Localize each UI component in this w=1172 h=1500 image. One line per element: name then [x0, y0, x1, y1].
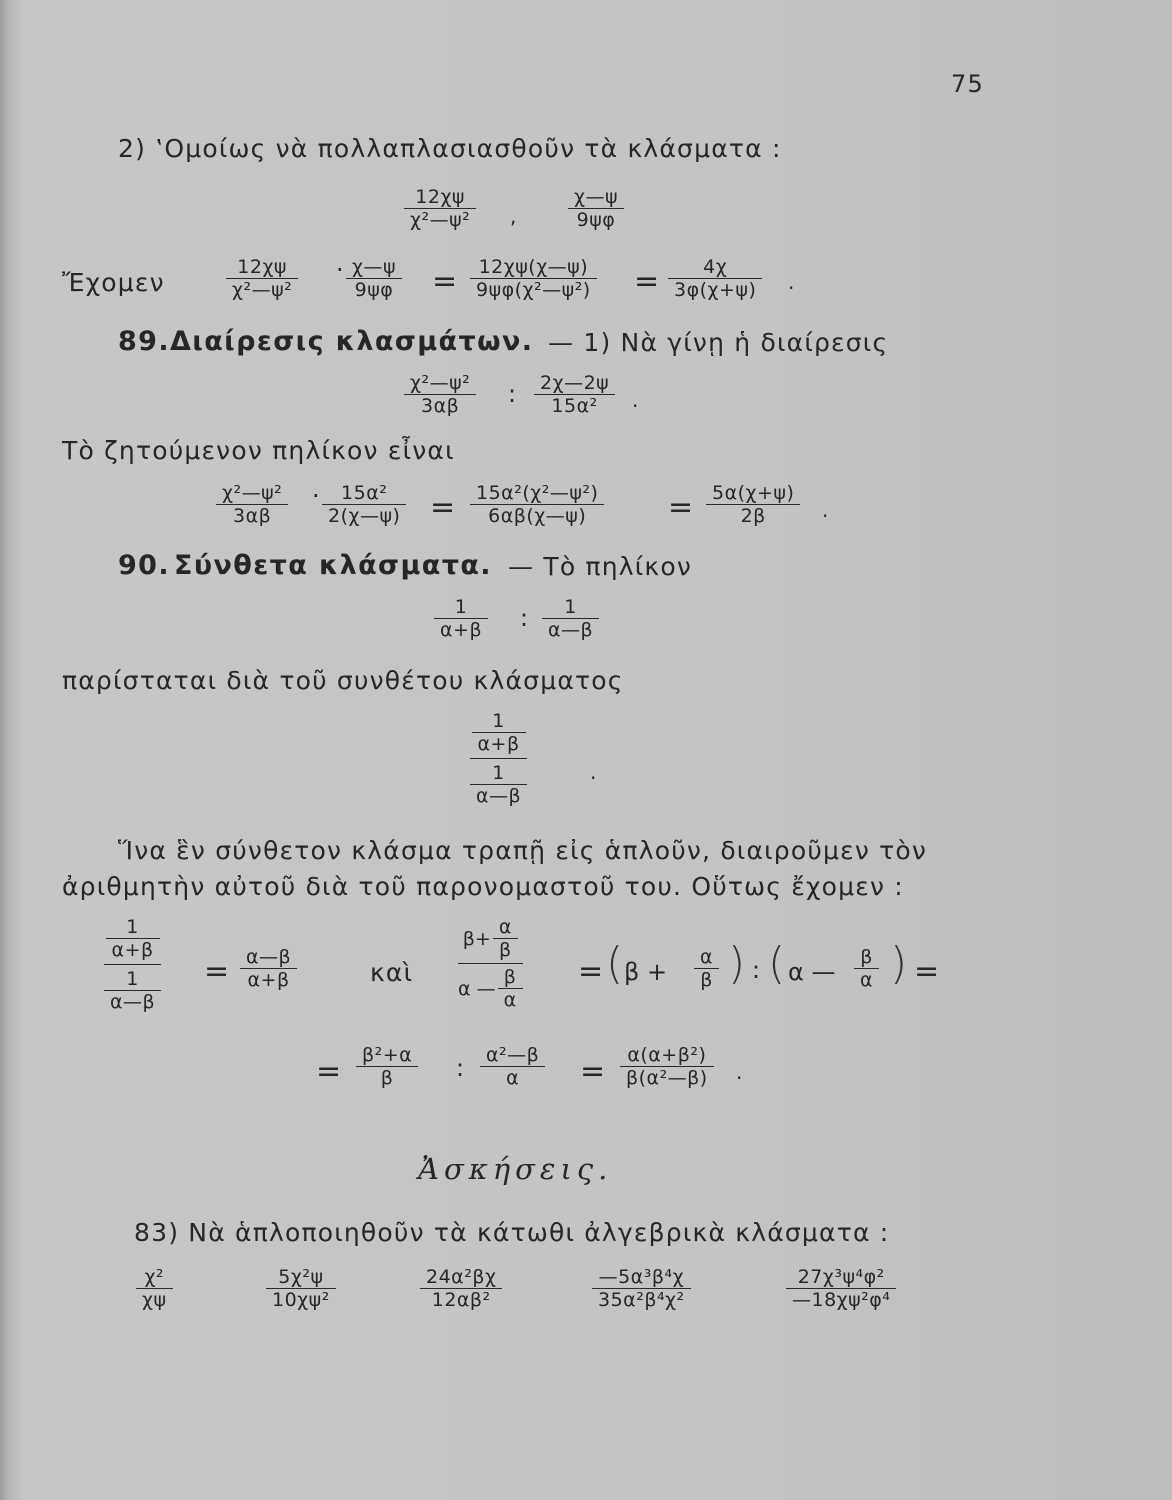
exercise-fraction-5: 27χ³ψ⁴φ² —18χψ²φ⁴	[786, 1266, 896, 1311]
example-simple-fraction: α—β α+β	[240, 946, 297, 991]
right-paren: )	[728, 938, 746, 989]
paragraph-line-1: Ἵνα ἓν σύνθετον κλάσμα τραπῇ εἰς ἁπλοῦν, διαιροῦμεν τὸν	[118, 836, 928, 865]
kai-word: καὶ	[370, 958, 414, 987]
left-paren: (	[768, 938, 786, 989]
example-compound-fraction: $\frac{1}{\alpha+\beta}$ $\frac{1}{\alpha—\beta}$	[104, 916, 161, 1013]
quotient-fraction-b: 1 α—β	[542, 596, 599, 641]
end-period: .	[632, 388, 639, 412]
page-number: 75	[951, 70, 984, 98]
item-2-text: 2) ‛Ομοίως νὰ πολλαπλασιασθοῦν τὰ κλάσματα :	[118, 134, 782, 163]
division-colon: :	[456, 1054, 465, 1082]
product-fraction-2: χ—ψ 9ψφ	[346, 256, 402, 301]
section-89-text: — 1) Νὰ γίνῃ ἡ διαίρεσις	[548, 328, 889, 357]
quotient-fraction-4: 5α(χ+ψ) 2β	[706, 482, 800, 527]
product-fraction-3: 12χψ(χ—ψ) 9ψφ(χ²—ψ²)	[470, 256, 597, 301]
end-period: .	[822, 498, 829, 522]
equals-sign: =	[432, 264, 458, 299]
right-paren: )	[890, 938, 908, 989]
exercise-83-text: 83) Νὰ ἁπλοποιηθοῦν τὰ κάτωθι ἀλγεβρικὰ κλάσματα :	[134, 1218, 890, 1247]
exercises-heading: Ἀσκήσεις.	[418, 1152, 613, 1186]
equals-sign: =	[578, 954, 604, 989]
end-period: .	[736, 1060, 743, 1084]
exercise-fraction-2: 5χ²ψ 10χψ²	[266, 1266, 336, 1311]
quotient-fraction-1: χ²—ψ² 3αβ	[216, 482, 288, 527]
end-period: .	[788, 270, 795, 294]
equals-sign: =	[668, 490, 694, 525]
given-fraction-2: χ—ψ 9ψφ	[568, 186, 624, 231]
product-dot: ·	[312, 482, 320, 510]
inner-fraction-2: β α	[854, 946, 879, 991]
product-dot: ·	[336, 256, 344, 284]
division-fraction-2: 2χ—2ψ 15α²	[534, 372, 615, 417]
echomen-label: Ἔχομεν	[62, 268, 165, 297]
end-period: .	[590, 760, 597, 784]
section-89-title: Διαίρεσις κλασμάτων.	[170, 326, 534, 357]
equals-sign: =	[316, 1054, 342, 1089]
quotient-fraction-a: 1 α+β	[434, 596, 488, 641]
exercise-fraction-4: —5α³β⁴χ 35α²β⁴χ²	[592, 1266, 691, 1311]
compound-fraction: $\frac{1}{\alpha+\beta}$ $\frac{1}{\alpha—\beta}$	[470, 710, 527, 807]
quotient-fraction-2: 15α² 2(χ—ψ)	[322, 482, 406, 527]
division-colon: :	[520, 604, 529, 632]
equals-sign: =	[580, 1054, 606, 1089]
exercise-fraction-3: 24α²βχ 12αβ²	[420, 1266, 502, 1311]
division-colon: :	[752, 956, 761, 984]
given-fraction-1: 12χψ χ²—ψ²	[404, 186, 476, 231]
quotient-fraction-3: 15α²(χ²—ψ²) 6αβ(χ—ψ)	[470, 482, 604, 527]
result-fraction-2: α²—β α	[480, 1044, 545, 1089]
section-90-title: Σύνθετα κλάσματα.	[174, 550, 492, 581]
alpha-minus: α —	[788, 958, 836, 986]
equals-sign: =	[634, 264, 660, 299]
given-separator: ,	[510, 204, 517, 228]
equals-sign: =	[430, 490, 456, 525]
division-fraction-1: χ²—ψ² 3αβ	[404, 372, 476, 417]
beta-plus: β +	[624, 958, 668, 986]
section-90-text: — Τὸ πηλίκον	[508, 552, 693, 581]
division-colon: :	[508, 380, 517, 408]
result-fraction-3: α(α+β²) β(α²—β)	[620, 1044, 714, 1089]
left-paren: (	[606, 938, 624, 989]
inner-fraction-1: α β	[694, 946, 719, 991]
section-89-number: 89.	[118, 326, 171, 357]
exercise-fraction-1: χ² χψ	[136, 1266, 173, 1311]
product-fraction-4: 4χ 3φ(χ+ψ)	[668, 256, 762, 301]
quotient-intro: Τὸ ζητούμενον πηλίκον εἶναι	[62, 436, 455, 465]
compound-intro: παρίσταται διὰ τοῦ συνθέτου κλάσματος	[62, 666, 624, 695]
result-fraction-1: β²+α β	[356, 1044, 418, 1089]
equals-sign: =	[204, 954, 230, 989]
example-complex-fraction: β+ $\frac{\alpha}{\beta}$ α — $\frac{\beta}{\alpha}$	[458, 916, 523, 1011]
product-fraction-1: 12χψ χ²—ψ²	[226, 256, 298, 301]
section-90-number: 90.	[118, 550, 171, 581]
equals-sign: =	[914, 954, 940, 989]
paragraph-line-2: ἀριθμητὴν αὐτοῦ διὰ τοῦ παρονομαστοῦ του. Οὕτως ἔχομεν :	[62, 872, 904, 901]
